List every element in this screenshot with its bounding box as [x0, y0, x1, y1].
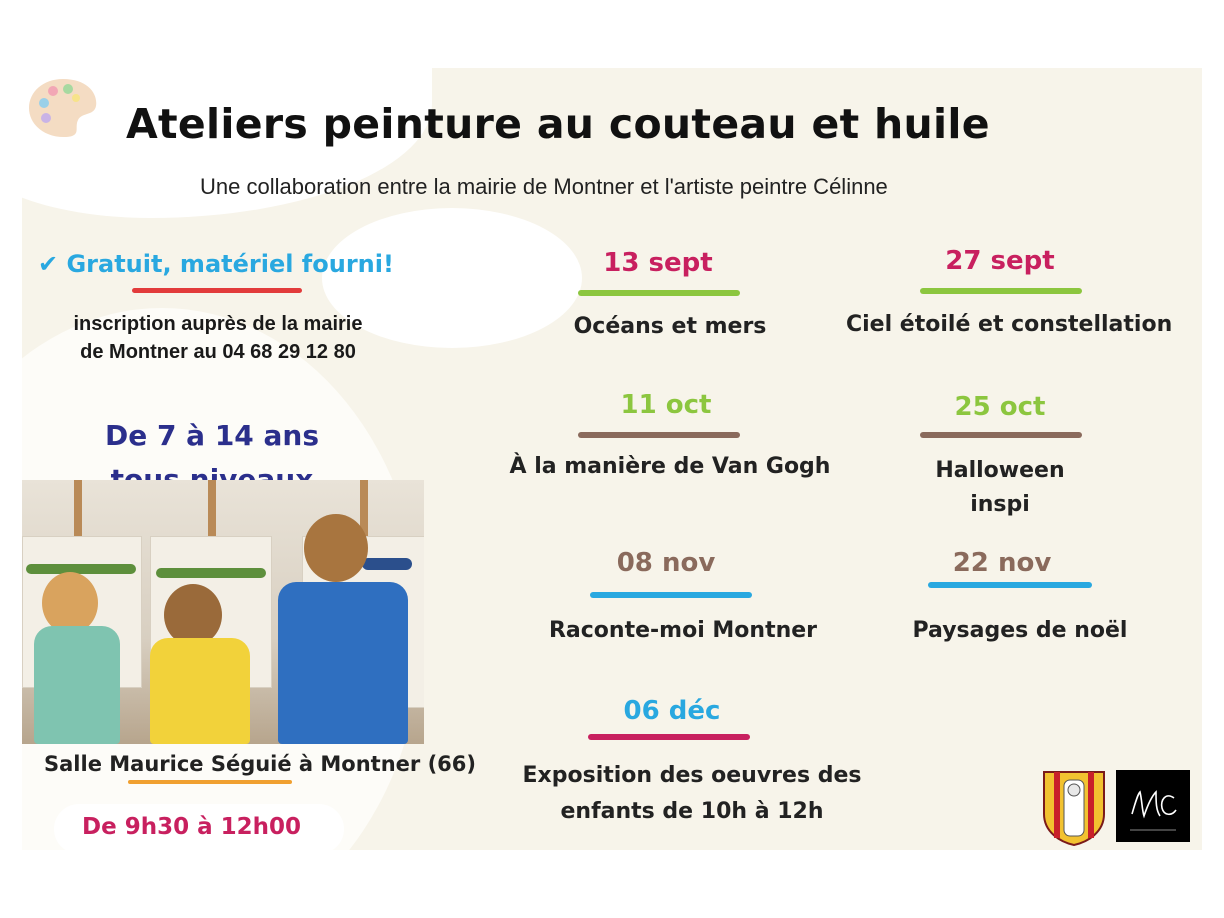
age-line-1: De 7 à 14 ans	[104, 419, 320, 452]
registration-info	[38, 310, 398, 366]
session-topic: Ciel étoilé et constellation	[846, 312, 1173, 337]
poster	[22, 68, 1202, 850]
time-pill	[54, 804, 344, 850]
session-topic: À la manière de Van Gogh	[509, 454, 831, 479]
free-text: Gratuit, matériel fourni!	[66, 250, 394, 278]
session-underline	[920, 288, 1082, 294]
session-topic: Océans et mers	[573, 314, 767, 339]
session-topic-line-2: inspi	[970, 492, 1030, 517]
session-underline	[590, 592, 752, 598]
session-underline	[928, 582, 1092, 588]
session-time: De 9h30 à 12h00	[82, 814, 302, 840]
page-title: Ateliers peinture au couteau et huile	[126, 100, 990, 148]
session-date: 13 sept	[603, 248, 713, 278]
session-date: 06 déc	[623, 696, 721, 726]
session-topic: Raconte-moi Montner	[548, 618, 818, 643]
artist-logo-icon	[1116, 770, 1190, 842]
free-underline	[132, 288, 302, 293]
free-badge	[38, 250, 394, 278]
session-date: 22 nov	[952, 548, 1052, 578]
children-painting-photo	[22, 480, 424, 744]
session-topic	[880, 454, 1120, 522]
palette-icon	[26, 76, 100, 140]
registration-line-1: inscription auprès de la mairie	[73, 313, 363, 335]
session-date: 11 oct	[620, 390, 712, 420]
session-date: 08 nov	[616, 548, 716, 578]
coat-of-arms-icon	[1042, 770, 1106, 846]
session-underline	[578, 290, 740, 296]
page-subtitle: Une collaboration entre la mairie de Montner et l'artiste peintre Célinne	[200, 174, 888, 199]
session-topic	[512, 758, 872, 830]
session-underline	[588, 734, 750, 740]
session-topic-line-1: Exposition des oeuvres des	[522, 763, 862, 788]
session-underline	[920, 432, 1082, 438]
registration-line-2: de Montner au 04 68 29 12 80	[80, 341, 356, 363]
session-topic-line-1: Halloween	[935, 458, 1065, 483]
session-underline	[578, 432, 740, 438]
session-topic: Paysages de noël	[912, 618, 1128, 643]
session-date: 27 sept	[945, 246, 1055, 276]
session-date: 25 oct	[954, 392, 1046, 422]
session-topic-line-2: enfants de 10h à 12h	[560, 799, 824, 824]
venue: Salle Maurice Séguié à Montner (66)	[44, 752, 476, 776]
venue-underline	[128, 780, 292, 784]
check-icon: ✔	[38, 250, 59, 278]
